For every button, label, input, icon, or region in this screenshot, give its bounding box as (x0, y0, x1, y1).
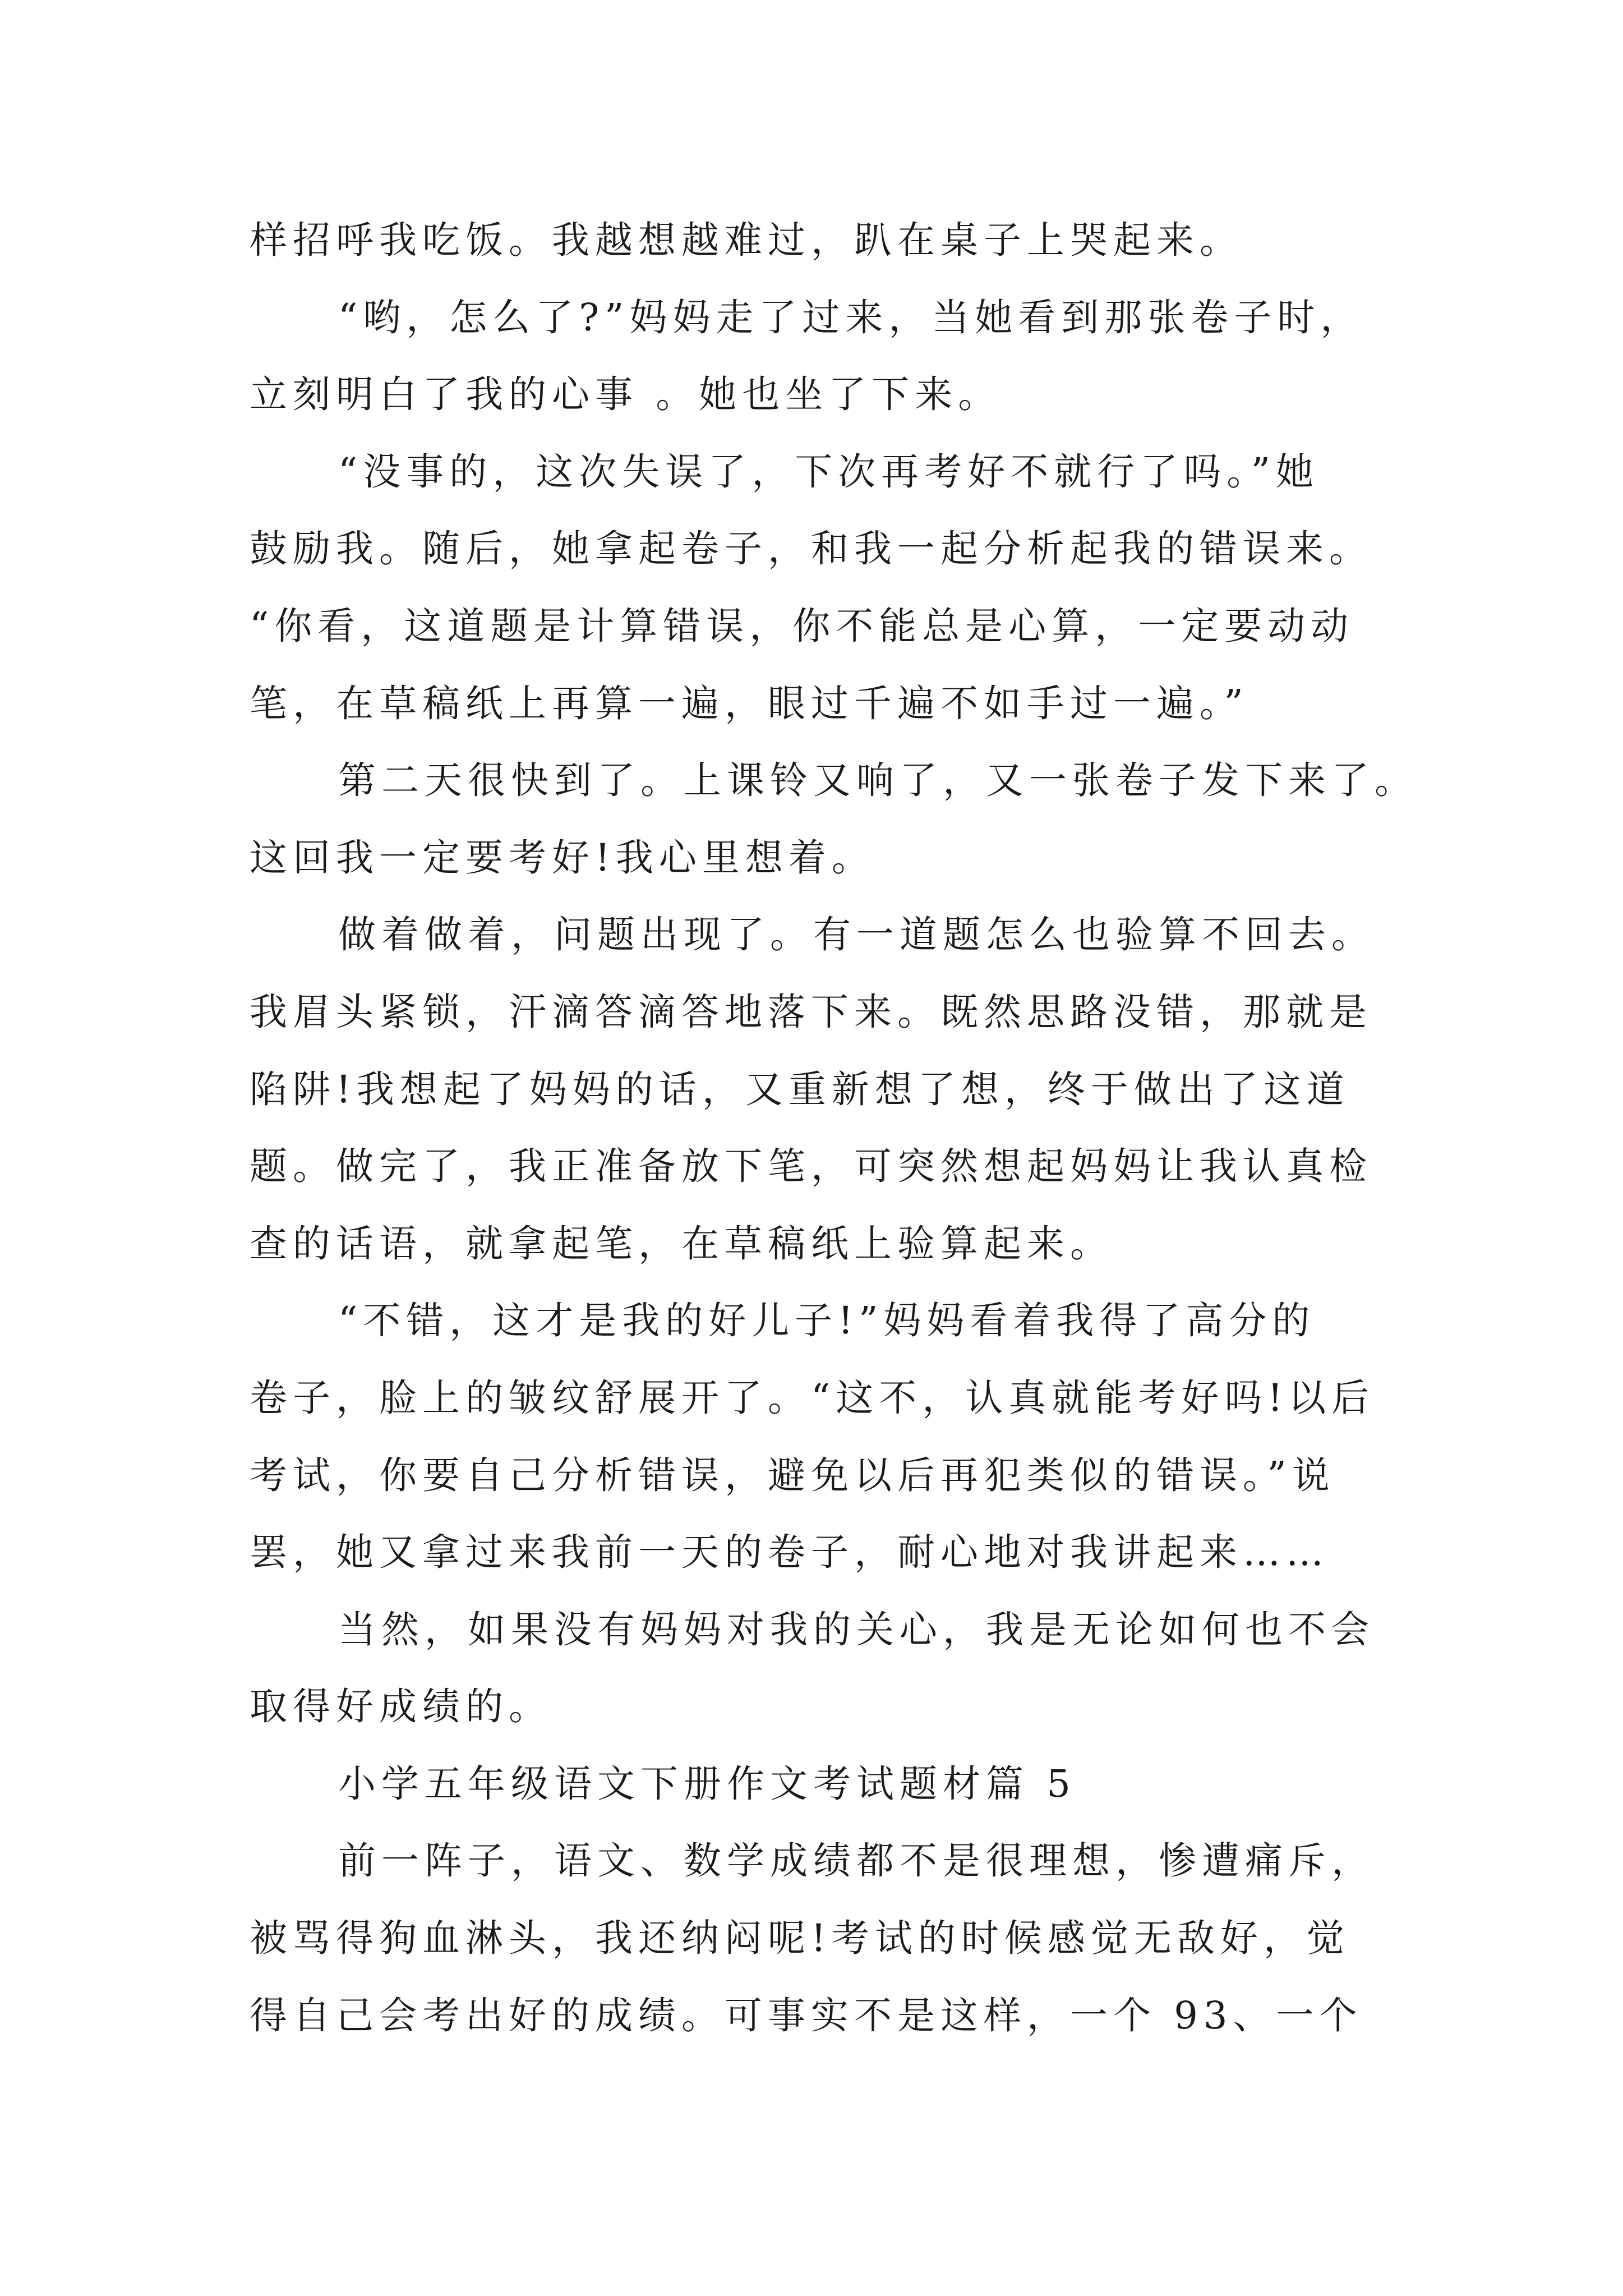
document-body (250, 202, 1433, 2054)
text-line: 陷阱!我想起了妈妈的话，又重新想了想，终于做出了这道 (250, 1067, 1350, 1111)
text-line: 笔，在草稿纸上再算一遍，眼过千遍不如手过一遍。” (250, 681, 1249, 725)
text-line: 立刻明白了我的心事 。她也坐了下来。 (250, 372, 1002, 417)
text-line: 鼓励我。随后，她拿起卷子，和我一起分析起我的错误来。 (250, 527, 1372, 571)
text-line: 得自己会考出好的成绩。可事实不是这样，一个 93、一个 (250, 1993, 1363, 2037)
text-line: 样招呼我吃饭。我越想越难过，趴在桌子上哭起来。 (250, 218, 1243, 262)
text-line: 这回我一定要考好!我心里想着。 (250, 835, 875, 880)
text-line: 当然，如果没有妈妈对我的关心，我是无论如何也不会 (338, 1607, 1375, 1651)
text-line: “不错，这才是我的好儿子!”妈妈看着我得了高分的 (338, 1299, 1316, 1343)
text-line: 被骂得狗血淋头，我还纳闷呢!考试的时候感觉无敌好，觉 (250, 1916, 1350, 1961)
section-heading: 小学五年级语文下册作文考试题材篇 5 (338, 1761, 1076, 1806)
text-line: 前一阵子，语文、数学成绩都不是很理想，惨遭痛斥， (338, 1839, 1375, 1883)
text-line: 查的话语，就拿起笔，在草稿纸上验算起来。 (250, 1221, 1113, 1266)
text-line: 做着做着，问题出现了。有一道题怎么也验算不回去。 (338, 913, 1375, 957)
text-line: 题。做完了，我正准备放下笔，可突然想起妈妈让我认真检 (250, 1144, 1372, 1189)
text-line: “没事的，这次失误了，下次再考好不就行了吗。”她 (338, 449, 1320, 494)
text-line: “哟，怎么了?”妈妈走了过来，当她看到那张卷子时， (338, 295, 1364, 339)
text-line: 卷子，脸上的皱纹舒展开了。“这不，认真就能考好吗!以后 (250, 1375, 1375, 1420)
text-line: 取得好成绩的。 (250, 1685, 552, 1729)
text-line: 考试，你要自己分析错误，避免以后再犯类似的错误。”说 (250, 1453, 1335, 1497)
text-line: 我眉头紧锁，汗滴答滴答地落下来。既然思路没错，那就是 (250, 990, 1372, 1034)
text-line: 罢，她又拿过来我前一天的卷子，耐心地对我讲起来…… (250, 1530, 1329, 1575)
text-line: “你看，这道题是计算错误，你不能总是心算，一定要动动 (250, 604, 1354, 648)
text-line: 第二天很快到了。上课铃又响了，又一张卷子发下来了。 (338, 758, 1418, 803)
